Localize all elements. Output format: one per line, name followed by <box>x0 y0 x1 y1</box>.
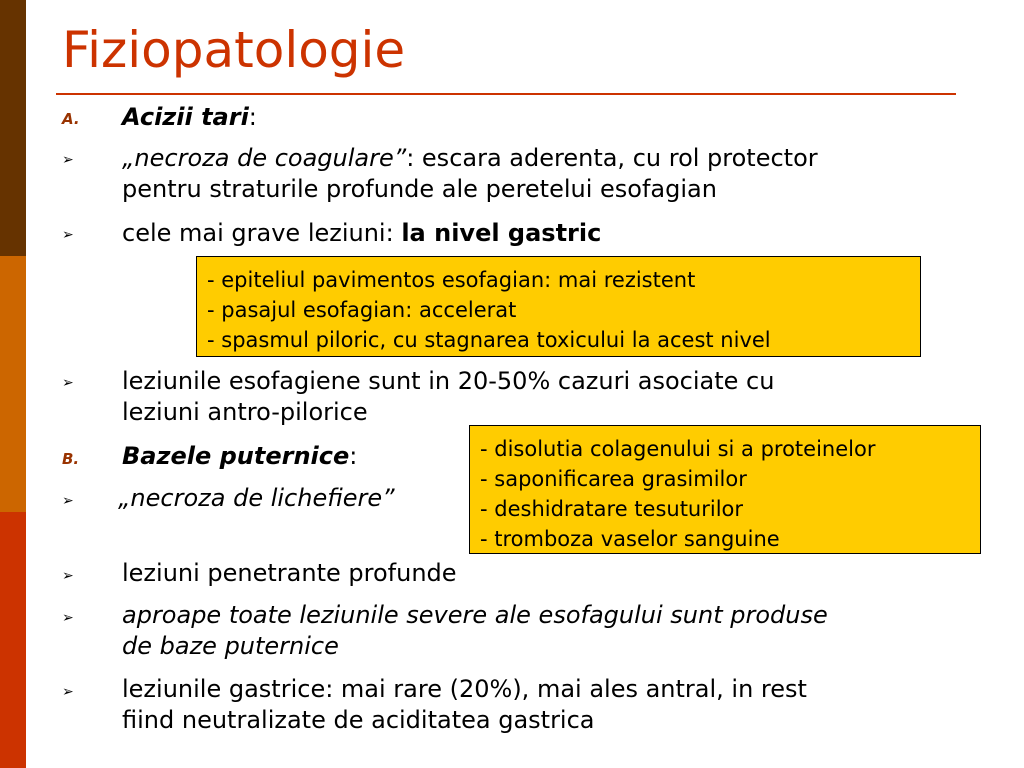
callout-base-line: - disolutia colagenului si a proteinelor <box>480 437 876 461</box>
bullet-cele-mai-grave <box>122 218 962 249</box>
bullet-necroza-coagulare-term: „necroza de coagulare” <box>122 144 407 172</box>
bullet-arrow-icon: ➢ <box>62 227 74 243</box>
section-b-heading-text: Bazele puternice <box>122 442 350 470</box>
bullet-aproape-toate <box>122 600 962 662</box>
bullet-arrow-icon: ➢ <box>62 568 74 584</box>
callout-base-line: - deshidratare tesuturilor <box>480 497 744 521</box>
bullet-leziunile-gastrice-line2: fiind neutralizate de aciditatea gastrica <box>122 706 595 734</box>
callout-acid-line: - pasajul esofagian: accelerat <box>207 298 517 322</box>
bullet-cele-mai-grave-text: cele mai grave leziuni: <box>122 219 402 247</box>
title-divider <box>56 93 956 95</box>
bullet-necroza-coagulare-line1 <box>122 143 962 174</box>
bullet-necroza-lichefiere <box>118 483 458 514</box>
bullet-arrow-icon: ➢ <box>62 493 74 509</box>
section-b-marker: B. <box>62 450 80 468</box>
bullet-arrow-icon: ➢ <box>62 375 74 391</box>
section-b-heading <box>122 441 462 472</box>
bullet-arrow-icon: ➢ <box>62 684 74 700</box>
section-b-heading-suffix: : <box>349 442 358 470</box>
bullet-leziunile-gastrice <box>122 674 962 736</box>
section-a-heading <box>122 102 962 133</box>
decor-stripe-top <box>0 0 26 256</box>
section-a-heading-text: Acizii tari <box>122 103 249 131</box>
callout-base-line: - saponificarea grasimilor <box>480 467 747 491</box>
decor-stripe-middle <box>0 256 26 512</box>
bullet-aproape-toate-line2: de baze puternice <box>122 632 339 660</box>
bullet-arrow-icon: ➢ <box>62 152 74 168</box>
callout-acid-line: - epiteliul pavimentos esofagian: mai rezistent <box>207 268 696 292</box>
bullet-leziunile-esofagiene-line1: leziunile esofagiene sunt in 20-50% cazuri asociate cu <box>122 367 775 395</box>
bullet-leziunile-esofagiene-line2: leziuni antro-pilorice <box>122 398 368 426</box>
decor-stripe-bottom <box>0 512 26 768</box>
bullet-arrow-icon: ➢ <box>62 610 74 626</box>
bullet-necroza-coagulare <box>122 143 962 205</box>
bullet-leziunile-esofagiene <box>122 366 962 428</box>
bullet-aproape-toate-line1: aproape toate leziunile severe ale esofagului sunt produse <box>122 601 828 629</box>
section-a-marker: A. <box>62 110 80 128</box>
bullet-leziunile-gastrice-line1: leziunile gastrice: mai rare (20%), mai ales antral, in rest <box>122 675 807 703</box>
bullet-leziuni-penetrante: leziuni penetrante profunde <box>122 559 457 587</box>
section-a-heading-suffix: : <box>248 103 257 131</box>
bullet-necroza-coagulare-line2: pentru straturile profunde ale peretelui esofagian <box>122 175 717 203</box>
bullet-necroza-lichefiere-term: „necroza de lichefiere” <box>118 484 395 512</box>
callout-base-line: - tromboza vaselor sanguine <box>480 527 780 551</box>
callout-box-base <box>469 425 981 554</box>
callout-box-acid <box>196 256 921 357</box>
bullet-necroza-coagulare-rest: : escara aderenta, cu rol protector <box>406 144 818 172</box>
slide-title: Fiziopatologie <box>62 21 406 79</box>
callout-acid-line: - spasmul piloric, cu stagnarea toxicului la acest nivel <box>207 328 771 352</box>
bullet-cele-mai-grave-bold: la nivel gastric <box>401 219 602 247</box>
